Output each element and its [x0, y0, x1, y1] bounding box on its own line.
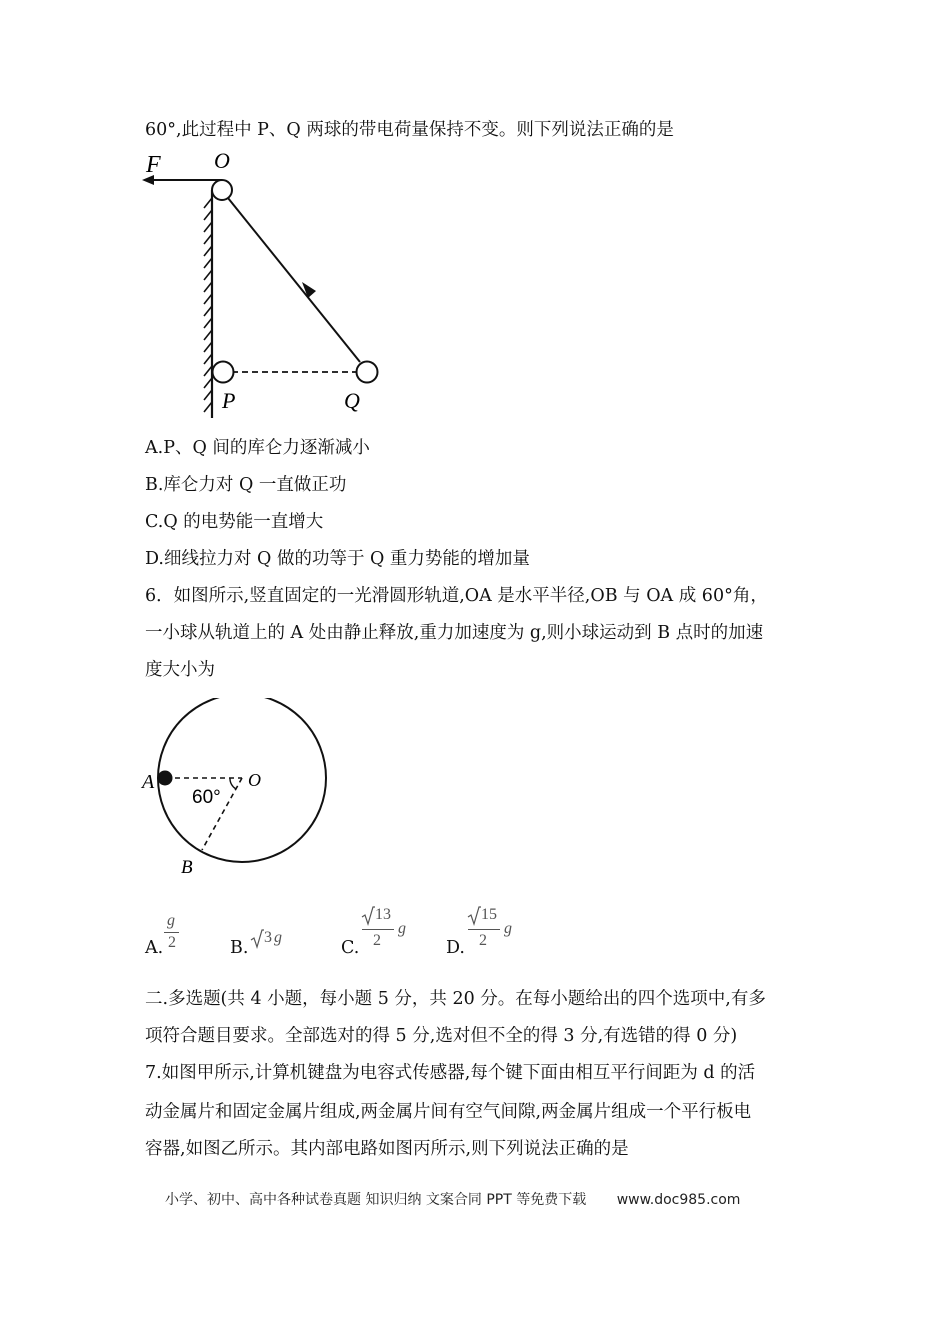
wall-hatching — [204, 198, 212, 412]
label-O: O — [214, 148, 230, 173]
q6-stem-line-2: 一小球从轨道上的 A 处由静止释放,重力加速度为 g,则小球运动到 B 点时的加速 — [145, 623, 764, 643]
q7-line-1: 7.如图甲所示,计算机键盘为电容式传感器,每个键下面由相互平行间距为 d 的活 — [145, 1063, 756, 1083]
string-line — [228, 198, 360, 362]
label-P: P — [222, 388, 236, 413]
footer-url[interactable]: www.doc985.com — [616, 1192, 741, 1208]
q7-line-2: 动金属片和固定金属片组成,两金属片间有空气间隙,两金属片组成一个平行板电 — [145, 1102, 752, 1122]
choice-a-fraction-bar — [164, 932, 179, 933]
choice-d-fraction-bar — [468, 929, 500, 930]
q6-stem-line-3: 度大小为 — [145, 660, 215, 680]
choice-a-letter: A. — [145, 938, 164, 958]
angle-label: 60° — [192, 787, 221, 808]
choice-c-g: g — [398, 920, 406, 937]
label-B: B — [181, 857, 193, 878]
label-F: F — [146, 152, 161, 178]
choice-d-radicand: 15 — [481, 906, 497, 923]
q5-stem-tail: 60°,此过程中 P、Q 两球的带电荷量保持不变。则下列说法正确的是 — [145, 120, 674, 140]
section2-line-2: 项符合题目要求。全部选对的得 5 分,选对但不全的得 3 分,有选错的得 0 分) — [145, 1026, 738, 1046]
choice-c-radical-sign — [361, 905, 375, 927]
ball-Q — [357, 362, 378, 383]
choice-b-radicand: 3 — [264, 929, 272, 946]
pulley-O — [212, 180, 232, 200]
q5-option-c: C.Q 的电势能一直增大 — [145, 512, 324, 532]
q5-option-d: D.细线拉力对 Q 做的功等于 Q 重力势能的增加量 — [145, 549, 530, 569]
ball-P — [213, 362, 234, 383]
choice-b-g: g — [274, 929, 282, 946]
choice-d-denominator: 2 — [479, 932, 487, 949]
choice-b-letter: B. — [230, 938, 249, 958]
section2-line-1: 二.多选题(共 4 小题，每小题 5 分，共 20 分。在每小题给出的四个选项中,有多 — [145, 989, 766, 1009]
choice-a-denominator: 2 — [168, 934, 176, 951]
choice-a-numerator: g — [167, 912, 175, 929]
choice-c-radicand: 13 — [375, 906, 391, 923]
label-A: A — [142, 771, 155, 793]
choice-c-letter: C. — [341, 938, 360, 958]
choice-d-g: g — [504, 920, 512, 937]
string-arrowhead — [302, 282, 316, 298]
q6-stem-line-1: 6．如图所示,竖直固定的一光滑圆形轨道,OA 是水平半径,OB 与 OA 成 60°角， — [145, 586, 768, 606]
q6-figure — [138, 698, 338, 880]
label-O: O — [248, 770, 261, 790]
circular-track — [158, 698, 326, 862]
label-Q: Q — [344, 388, 360, 413]
choice-b-radical-sign — [250, 928, 264, 950]
footer-text: 小学、初中、高中各种试卷真题 知识归纳 文案合同 PPT 等免费下载 — [165, 1192, 587, 1208]
choice-c-denominator: 2 — [373, 932, 381, 949]
page-footer — [165, 1189, 740, 1209]
choice-d-letter: D. — [446, 938, 465, 958]
ball-A — [158, 771, 173, 786]
choice-c-fraction-bar — [362, 929, 394, 930]
q5-figure — [130, 148, 400, 423]
angle-arc — [230, 778, 236, 789]
q5-option-b: B.库仑力对 Q 一直做正功 — [145, 475, 347, 495]
q5-option-a: A.P、Q 间的库仑力逐渐减小 — [145, 438, 370, 458]
q7-line-3: 容器,如图乙所示。其内部电路如图丙所示,则下列说法正确的是 — [145, 1139, 629, 1159]
choice-d-radical-sign — [467, 905, 481, 927]
